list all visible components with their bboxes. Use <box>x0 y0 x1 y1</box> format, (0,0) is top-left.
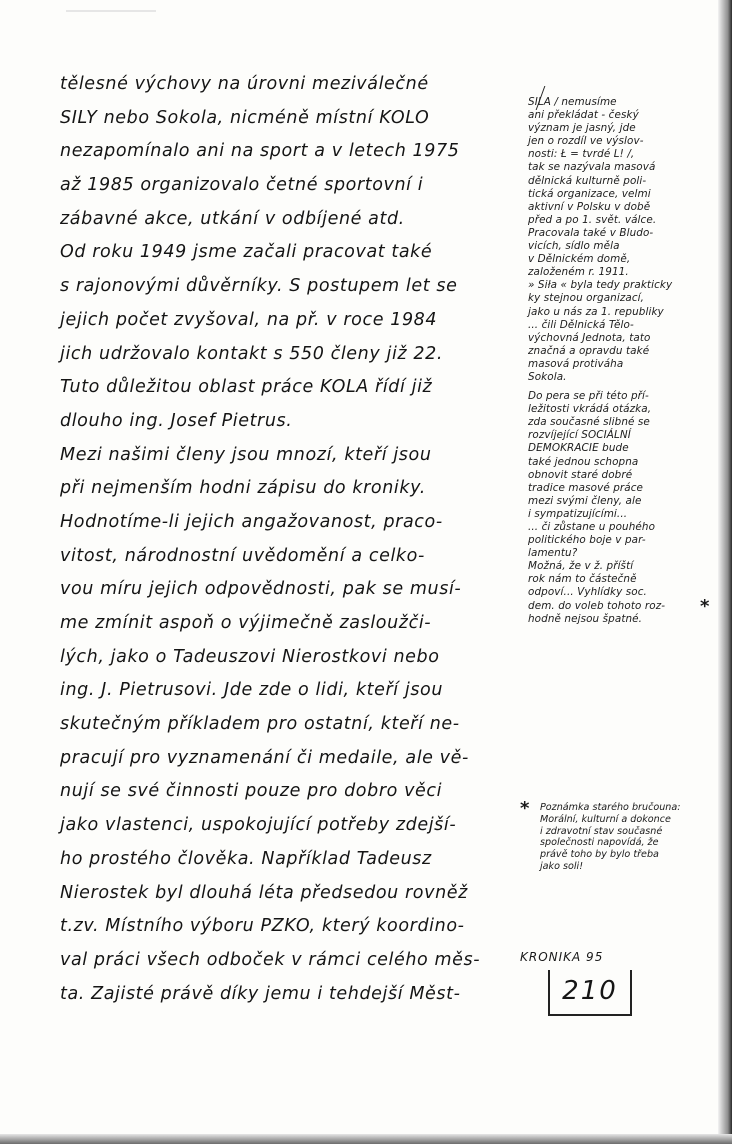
asterisk-marker: * <box>520 798 530 819</box>
margin-note-line: ležitosti vkrádá otázka, <box>528 403 652 416</box>
margin-note-line: vicích, sídlo měla <box>528 240 620 253</box>
margin-notes <box>528 96 716 626</box>
scan-artifact <box>66 10 156 12</box>
margin-note-line: nosti: Ł = tvrdé L! /, <box>528 148 635 161</box>
text-line: ta. Zajisté právě díky jemu i tehdejší Měst- <box>60 983 461 1004</box>
text-line: vitost, národnostní uvědomění a celko- <box>60 545 425 566</box>
margin-note-line: dem. do voleb tohoto roz- <box>528 599 666 612</box>
footnote <box>540 802 728 873</box>
text-line: jako vlastenci, uspokojující potřeby zdejší- <box>60 815 457 836</box>
margin-note-line: založeném r. 1911. <box>528 266 629 279</box>
text-line: ing. J. Pietrusovi. Jde zde o lidi, kteří jsou <box>60 680 444 701</box>
margin-note-line: tak se nazývala masová <box>528 161 656 174</box>
margin-note-line: DEMOKRACIE bude <box>528 442 629 455</box>
text-line: s rajonovými důvěrníky. S postupem let se <box>60 276 458 297</box>
margin-note-line: hodně nejsou špatné. <box>528 612 643 625</box>
margin-note-line: dělnická kulturně poli- <box>528 174 647 187</box>
text-line: nují se své činnosti pouze pro dobro věci <box>60 781 443 802</box>
footnote-line: Morální, kulturní a dokonce <box>540 813 671 825</box>
text-line: Mezi našimi členy jsou mnozí, kteří jsou <box>60 444 432 465</box>
margin-note-line: odpoví... Vyhlídky soc. <box>528 586 647 599</box>
text-line: ho prostého člověka. Například Tadeusz <box>60 848 432 869</box>
text-line: me zmínit aspoň o výjimečně zasloužči- <box>60 613 432 633</box>
text-line: skutečným příkladem pro ostatní, kteří ne- <box>60 714 460 735</box>
margin-note-line: také jednou schopna <box>528 455 639 468</box>
margin-note-line: politického boje v par- <box>528 534 646 547</box>
margin-note-line: tická organizace, velmi <box>528 187 651 200</box>
margin-note-line: obnovit staré dobré <box>528 468 633 481</box>
margin-note-line: i sympatizujícími... <box>528 507 628 520</box>
margin-note-line: ani překládat - český <box>528 109 639 122</box>
text-line: tělesné výchovy na úrovni meziválečné <box>60 74 429 94</box>
footnote-line: jako soli! <box>540 860 584 872</box>
footnote-line: i zdravotní stav současné <box>540 825 663 837</box>
text-line: při nejmenším hodni zápisu do kroniky. <box>60 478 426 499</box>
margin-note-line: » Siła « byla tedy prakticky <box>528 279 673 292</box>
text-line: SILY nebo Sokola, nicméně místní KOLO <box>60 107 430 128</box>
footnote-line: Poznámka starého bručouna: <box>540 802 681 813</box>
text-line: dlouho ing. Josef Pietrus. <box>60 410 293 431</box>
text-line: lých, jako o Tadeuszovi Nierostkovi nebo <box>60 646 440 667</box>
margin-note-line: ... či zůstane u pouhého <box>528 521 656 533</box>
margin-note-line: ... čili Dělnická Tělo- <box>528 318 634 331</box>
asterisk-marker: * <box>700 596 710 617</box>
margin-note-line: Do pera se při této pří- <box>528 390 649 403</box>
text-line: jejich počet zvyšoval, na př. v roce 1984 <box>60 309 438 330</box>
margin-note-line: ky stejnou organizací, <box>528 292 645 305</box>
text-line: až 1985 organizovalo četné sportovní i <box>60 175 424 196</box>
text-line: Od roku 1949 jsme začali pracovat také <box>60 242 433 263</box>
margin-note-line: tradice masové práce <box>528 481 644 494</box>
footnote-line: společnosti napovídá, že <box>540 837 659 849</box>
margin-note-line: význam je jasný, jde <box>528 122 636 135</box>
text-line: zábavné akce, utkání v odbíjené atd. <box>60 208 405 229</box>
margin-note-line: jako u nás za 1. republiky <box>528 305 664 318</box>
margin-note-line: Sokola. <box>528 370 567 383</box>
margin-note-line: aktivní v Polsku v době <box>528 200 651 213</box>
text-line: nezapomínalo ani na sport a v letech 1975 <box>60 141 460 162</box>
page-number-box: 210 <box>548 970 632 1016</box>
text-line: Tuto důležitou oblast práce KOLA řídí již <box>60 377 433 398</box>
text-line: vou míru jejich odpovědnosti, pak se musí- <box>60 579 462 600</box>
margin-note-line: před a po 1. svět. válce. <box>528 213 657 226</box>
text-line: jich udržovalo kontakt s 550 členy již 22. <box>60 343 443 364</box>
margin-note-line: Možná, že v ž. příští <box>528 560 634 573</box>
margin-note-line: v Dělnickém domě, <box>528 253 631 266</box>
page-edge-shadow <box>0 1134 732 1144</box>
footnote-line: právě toho by bylo třeba <box>540 849 659 861</box>
margin-note-line: rok nám to částečně <box>528 573 637 586</box>
margin-note-line: výchovná Jednota, tato <box>528 331 651 344</box>
margin-note-line: lamentu? <box>528 547 578 560</box>
margin-note-line: mezi svými členy, ale <box>528 494 642 507</box>
text-line: pracují pro vyznamenání či medaile, ale vě- <box>60 747 469 768</box>
margin-note-line: značná a opravdu také <box>528 344 650 357</box>
page-edge-shadow <box>718 0 732 1144</box>
margin-note-line: zda současné slibné se <box>528 416 650 429</box>
text-line: Nierostek byl dlouhá léta předsedou rovněž <box>60 882 468 903</box>
margin-note-line: jen o rozdíl ve výslov- <box>528 135 644 148</box>
margin-note-line: masová protiváha <box>528 357 624 370</box>
margin-note-line: Pracovala také v Bludo- <box>528 226 654 239</box>
text-line: Hodnotíme-li jejich angažovanost, praco- <box>60 511 443 532</box>
margin-note-line: rozvíjející SOCIÁLNÍ <box>528 429 631 442</box>
margin-note-line: SILA / nemusíme <box>528 96 617 108</box>
main-handwritten-text <box>60 68 522 1011</box>
text-line: val práci všech odboček v rámci celého měs- <box>60 949 481 970</box>
text-line: t.zv. Místního výboru PZKO, který koordino- <box>60 916 465 937</box>
chronicle-label: KRONIKA 95 <box>520 950 604 964</box>
